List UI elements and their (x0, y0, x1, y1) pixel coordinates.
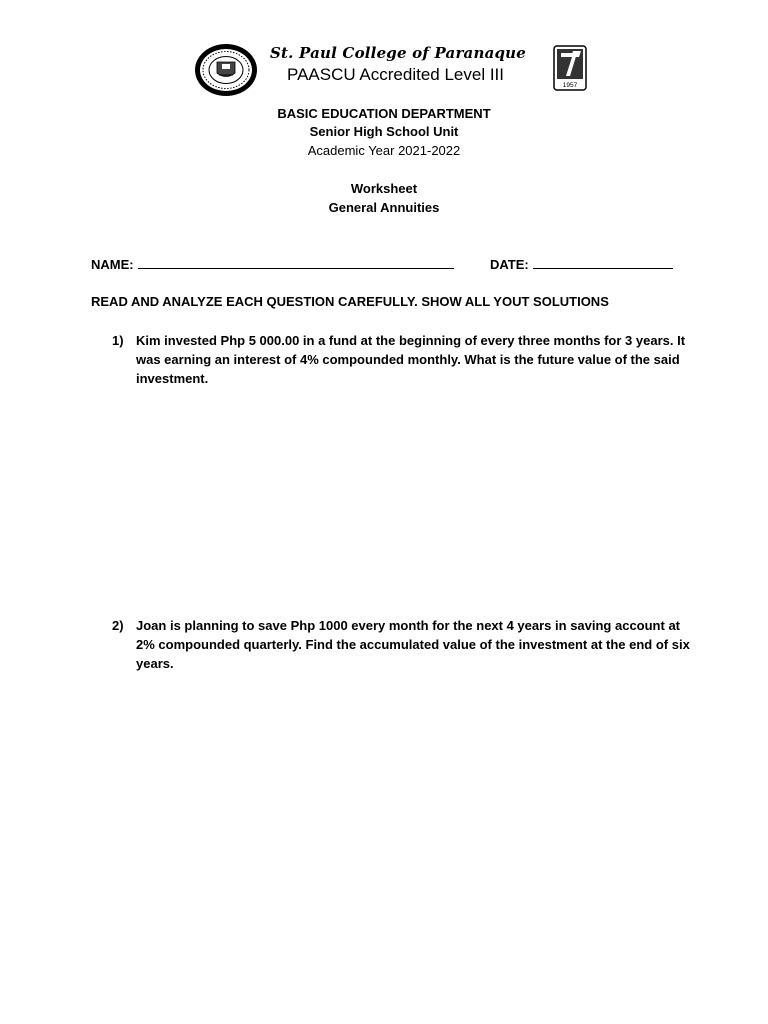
name-field[interactable] (91, 256, 454, 272)
question-number: 1) (112, 333, 124, 348)
institution-emblem-icon (553, 45, 587, 91)
instructions: READ AND ANALYZE EACH QUESTION CAREFULLY. SHOW ALL YOUT SOLUTIONS (91, 294, 609, 309)
accreditation-level: PAASCU Accredited Level III (287, 65, 505, 84)
department-name: BASIC EDUCATION DEPARTMENT (277, 106, 491, 121)
date-field[interactable] (490, 256, 673, 272)
worksheet-title: Worksheet (350, 181, 418, 196)
name-label: NAME: (91, 257, 134, 272)
school-name: St. Paul College of Paranaque (270, 44, 527, 62)
question-number: 2) (112, 618, 124, 633)
school-seal-icon (193, 42, 259, 98)
unit-name: Senior High School Unit (309, 124, 459, 139)
academic-year: Academic Year 2021-2022 (307, 143, 461, 158)
worksheet-subtitle: General Annuities (328, 200, 440, 215)
question-text: Joan is planning to save Php 1000 every month for the next 4 years in saving account at 2% compounded quarterly. Find the accumulated value of the investment at the end of six years. (136, 618, 690, 671)
name-blank-line[interactable] (138, 256, 454, 269)
emblem-year: 1957 (562, 82, 578, 89)
question-text: Kim invested Php 5 000.00 in a fund at the beginning of every three months for 3 years. It was earning an interest of 4% compounded monthly. What is the future value of the said investment. (136, 333, 686, 386)
date-label: DATE: (490, 257, 529, 272)
date-blank-line[interactable] (533, 256, 673, 269)
